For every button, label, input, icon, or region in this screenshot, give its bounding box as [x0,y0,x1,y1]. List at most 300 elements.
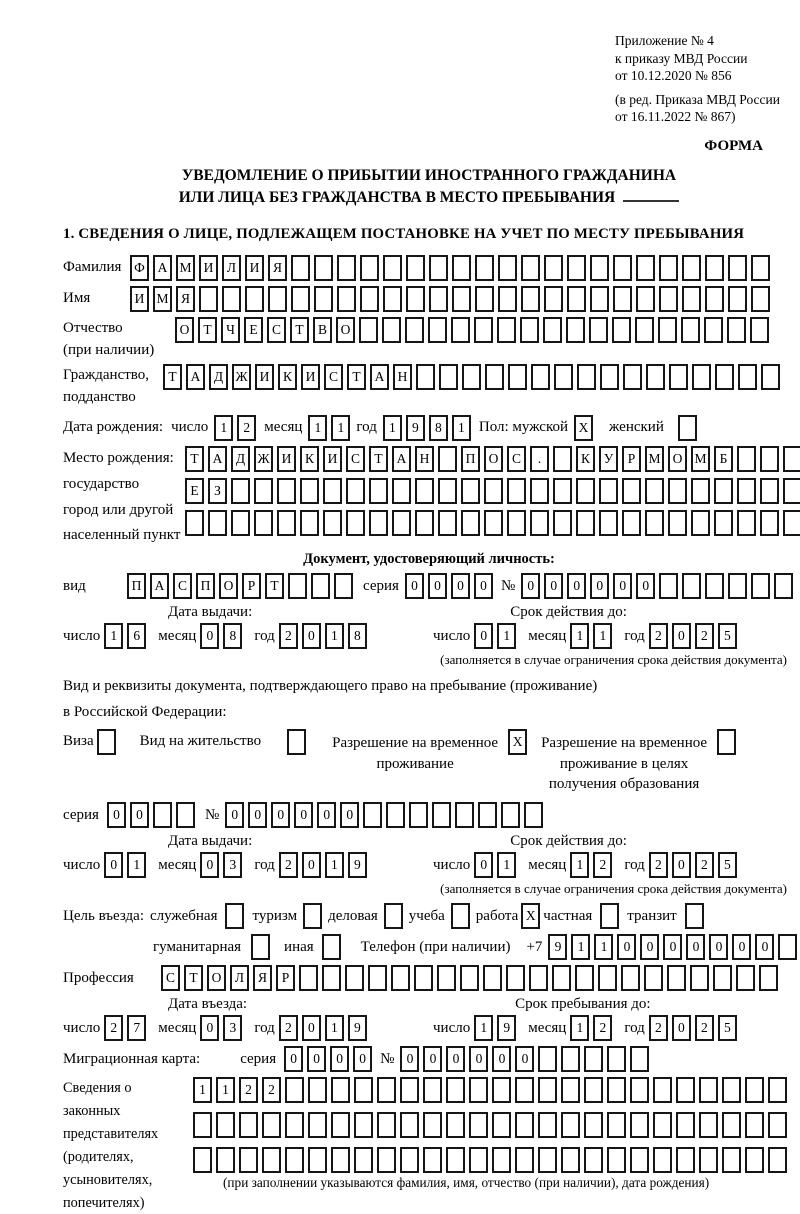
box-cell[interactable]: 0 [340,802,359,828]
box-cell[interactable] [515,1147,534,1173]
box-cell[interactable]: 0 [672,1015,691,1041]
box-cell[interactable] [699,1147,718,1173]
box-cell[interactable] [623,364,642,390]
box-cell[interactable]: Т [290,317,309,343]
box-cell[interactable] [699,1077,718,1103]
box-cell[interactable]: М [153,286,172,312]
box-cell[interactable] [682,573,701,599]
box-cell[interactable]: 6 [127,623,146,649]
box-cell[interactable] [783,446,800,472]
box-cell[interactable] [736,965,755,991]
box-cell[interactable] [391,965,410,991]
box-cell[interactable] [745,1077,764,1103]
temp-residence-checkbox[interactable] [508,729,527,755]
box-cell[interactable] [501,802,520,828]
box-cell[interactable] [383,255,402,281]
box-cell[interactable]: 0 [732,934,751,960]
box-cell[interactable] [176,802,195,828]
box-cell[interactable]: П [461,446,480,472]
box-cell[interactable]: 0 [130,802,149,828]
box-cell[interactable]: А [370,364,389,390]
box-cell[interactable] [599,478,618,504]
box-cell[interactable] [553,478,572,504]
box-cell[interactable] [199,286,218,312]
box-cell[interactable] [590,286,609,312]
box-cell[interactable]: С [267,317,286,343]
box-cell[interactable]: Н [393,364,412,390]
box-cell[interactable] [728,286,747,312]
phone-boxes[interactable] [548,934,797,960]
purpose-business-checkbox[interactable] [384,903,403,929]
box-cell[interactable]: 2 [239,1077,258,1103]
box-cell[interactable]: 5 [718,1015,737,1041]
box-cell[interactable] [714,510,733,536]
box-cell[interactable]: 0 [451,573,470,599]
stay-month-boxes[interactable] [570,1015,612,1041]
box-cell[interactable]: 3 [223,852,242,878]
box-cell[interactable]: А [150,573,169,599]
entry-day-boxes[interactable] [104,1015,146,1041]
box-cell[interactable] [384,903,403,929]
box-cell[interactable]: Т [347,364,366,390]
purpose-study-checkbox[interactable] [451,903,470,929]
box-cell[interactable] [630,1046,649,1072]
entry-month-boxes[interactable] [200,1015,242,1041]
box-cell[interactable] [704,317,723,343]
box-cell[interactable] [277,510,296,536]
box-cell[interactable] [498,286,517,312]
box-cell[interactable] [584,1147,603,1173]
box-cell[interactable] [439,364,458,390]
box-cell[interactable] [567,255,586,281]
box-cell[interactable]: У [599,446,618,472]
box-cell[interactable] [760,446,779,472]
box-cell[interactable] [576,478,595,504]
box-cell[interactable] [768,1112,787,1138]
box-cell[interactable]: Т [184,965,203,991]
purpose-work-checkbox[interactable] [521,903,540,929]
box-cell[interactable]: 5 [718,623,737,649]
box-cell[interactable]: Н [415,446,434,472]
box-cell[interactable] [722,1112,741,1138]
box-cell[interactable] [561,1112,580,1138]
box-cell[interactable] [705,573,724,599]
box-cell[interactable]: 2 [649,1015,668,1041]
box-cell[interactable]: 0 [271,802,290,828]
box-cell[interactable] [392,478,411,504]
box-cell[interactable] [300,478,319,504]
box-cell[interactable] [644,965,663,991]
box-cell[interactable] [589,317,608,343]
box-cell[interactable] [254,510,273,536]
box-cell[interactable] [653,1147,672,1173]
box-cell[interactable]: С [161,965,180,991]
box-cell[interactable] [567,286,586,312]
box-cell[interactable] [369,510,388,536]
box-cell[interactable] [311,573,330,599]
box-cell[interactable] [635,317,654,343]
box-cell[interactable] [438,478,457,504]
citizenship-boxes[interactable] [163,364,780,390]
box-cell[interactable] [314,255,333,281]
box-cell[interactable]: 1 [570,1015,589,1041]
box-cell[interactable]: 0 [423,1046,442,1072]
box-cell[interactable]: Д [231,446,250,472]
box-cell[interactable]: 0 [405,573,424,599]
box-cell[interactable] [529,965,548,991]
box-cell[interactable] [322,965,341,991]
box-cell[interactable] [345,965,364,991]
box-cell[interactable] [428,317,447,343]
representatives-row2-boxes[interactable] [193,1112,787,1138]
box-cell[interactable] [598,965,617,991]
box-cell[interactable] [386,802,405,828]
box-cell[interactable]: 1 [127,852,146,878]
profession-boxes[interactable] [161,965,778,991]
box-cell[interactable]: 0 [307,1046,326,1072]
box-cell[interactable]: 0 [515,1046,534,1072]
purpose-tourism-checkbox[interactable] [303,903,322,929]
box-cell[interactable] [308,1112,327,1138]
box-cell[interactable] [409,802,428,828]
box-cell[interactable]: И [301,364,320,390]
box-cell[interactable] [538,1077,557,1103]
box-cell[interactable]: В [313,317,332,343]
box-cell[interactable] [538,1147,557,1173]
box-cell[interactable] [584,1112,603,1138]
box-cell[interactable]: К [278,364,297,390]
box-cell[interactable]: X [574,415,593,441]
box-cell[interactable] [462,364,481,390]
box-cell[interactable] [768,1077,787,1103]
box-cell[interactable]: X [508,729,527,755]
stay-day-boxes[interactable] [474,1015,516,1041]
box-cell[interactable] [498,255,517,281]
box-cell[interactable]: 0 [474,852,493,878]
box-cell[interactable] [254,478,273,504]
box-cell[interactable]: 0 [330,1046,349,1072]
box-cell[interactable]: И [130,286,149,312]
box-cell[interactable]: 0 [284,1046,303,1072]
box-cell[interactable] [331,1147,350,1173]
box-cell[interactable] [552,965,571,991]
box-cell[interactable]: 2 [695,623,714,649]
box-cell[interactable] [508,364,527,390]
box-cell[interactable] [750,317,769,343]
box-cell[interactable] [613,255,632,281]
box-cell[interactable]: 0 [469,1046,488,1072]
box-cell[interactable] [530,510,549,536]
box-cell[interactable] [225,903,244,929]
box-cell[interactable] [699,1112,718,1138]
box-cell[interactable] [507,510,526,536]
givenname-boxes[interactable] [130,286,770,312]
box-cell[interactable] [584,1046,603,1072]
box-cell[interactable]: Ф [130,255,149,281]
box-cell[interactable]: 1 [570,623,589,649]
box-cell[interactable]: М [691,446,710,472]
box-cell[interactable] [645,510,664,536]
box-cell[interactable]: Ж [254,446,273,472]
box-cell[interactable]: 1 [104,623,123,649]
box-cell[interactable] [446,1147,465,1173]
box-cell[interactable] [377,1077,396,1103]
box-cell[interactable] [239,1147,258,1173]
box-cell[interactable]: 0 [755,934,774,960]
box-cell[interactable] [337,255,356,281]
surname-boxes[interactable] [130,255,770,281]
box-cell[interactable] [761,364,780,390]
box-cell[interactable] [392,510,411,536]
box-cell[interactable] [377,1112,396,1138]
box-cell[interactable] [469,1112,488,1138]
box-cell[interactable] [645,478,664,504]
box-cell[interactable] [715,364,734,390]
box-cell[interactable]: А [392,446,411,472]
box-cell[interactable] [300,510,319,536]
box-cell[interactable]: 1 [383,415,402,441]
representatives-row3-boxes[interactable] [193,1147,787,1173]
box-cell[interactable] [774,573,793,599]
box-cell[interactable]: Я [268,255,287,281]
box-cell[interactable]: М [645,446,664,472]
box-cell[interactable]: 1 [474,1015,493,1041]
box-cell[interactable]: Р [622,446,641,472]
box-cell[interactable]: 2 [593,1015,612,1041]
box-cell[interactable] [308,1147,327,1173]
box-cell[interactable] [667,965,686,991]
box-cell[interactable]: 1 [594,934,613,960]
box-cell[interactable] [492,1112,511,1138]
box-cell[interactable] [492,1147,511,1173]
box-cell[interactable] [728,255,747,281]
box-cell[interactable] [363,802,382,828]
box-cell[interactable]: 9 [348,1015,367,1041]
box-cell[interactable]: 2 [104,1015,123,1041]
box-cell[interactable] [521,255,540,281]
box-cell[interactable]: 8 [429,415,448,441]
box-cell[interactable] [727,317,746,343]
box-cell[interactable]: О [175,317,194,343]
visa-checkbox[interactable] [97,729,116,755]
box-cell[interactable]: 0 [567,573,586,599]
box-cell[interactable]: 2 [695,1015,714,1041]
box-cell[interactable]: 0 [672,852,691,878]
box-cell[interactable] [575,965,594,991]
box-cell[interactable]: 0 [302,852,321,878]
box-cell[interactable] [438,446,457,472]
box-cell[interactable] [478,802,497,828]
box-cell[interactable] [415,510,434,536]
box-cell[interactable] [285,1112,304,1138]
box-cell[interactable]: С [173,573,192,599]
box-cell[interactable] [682,286,701,312]
rvp-valid-day-boxes[interactable] [474,852,516,878]
box-cell[interactable]: 8 [348,623,367,649]
box-cell[interactable]: К [300,446,319,472]
box-cell[interactable] [751,573,770,599]
box-cell[interactable] [543,317,562,343]
box-cell[interactable]: Я [253,965,272,991]
box-cell[interactable]: 0 [302,623,321,649]
box-cell[interactable] [251,934,270,960]
sex-male-checkbox[interactable] [574,415,593,441]
doc-issue-year-boxes[interactable] [279,623,367,649]
box-cell[interactable] [577,364,596,390]
box-cell[interactable] [216,1112,235,1138]
box-cell[interactable]: О [219,573,238,599]
box-cell[interactable]: Т [198,317,217,343]
box-cell[interactable]: 2 [649,623,668,649]
box-cell[interactable] [354,1147,373,1173]
box-cell[interactable] [561,1046,580,1072]
patronymic-boxes[interactable] [175,317,769,343]
box-cell[interactable] [406,255,425,281]
box-cell[interactable] [668,478,687,504]
box-cell[interactable] [346,478,365,504]
box-cell[interactable]: О [336,317,355,343]
box-cell[interactable] [646,364,665,390]
box-cell[interactable]: 0 [521,573,540,599]
box-cell[interactable] [768,1147,787,1173]
box-cell[interactable] [193,1147,212,1173]
box-cell[interactable] [406,286,425,312]
box-cell[interactable] [360,286,379,312]
box-cell[interactable] [622,478,641,504]
box-cell[interactable] [515,1112,534,1138]
box-cell[interactable] [584,1077,603,1103]
box-cell[interactable] [437,965,456,991]
box-cell[interactable] [751,255,770,281]
box-cell[interactable]: 0 [474,573,493,599]
box-cell[interactable] [262,1147,281,1173]
box-cell[interactable] [737,510,756,536]
box-cell[interactable] [636,286,655,312]
box-cell[interactable] [630,1112,649,1138]
box-cell[interactable] [554,364,573,390]
box-cell[interactable] [277,478,296,504]
box-cell[interactable] [287,729,306,755]
box-cell[interactable] [484,510,503,536]
box-cell[interactable] [576,510,595,536]
box-cell[interactable]: 0 [686,934,705,960]
box-cell[interactable] [469,1077,488,1103]
box-cell[interactable] [521,286,540,312]
box-cell[interactable] [722,1147,741,1173]
box-cell[interactable] [492,1077,511,1103]
box-cell[interactable] [676,1112,695,1138]
box-cell[interactable] [337,286,356,312]
box-cell[interactable]: Ж [232,364,251,390]
doc-issue-day-boxes[interactable] [104,623,146,649]
box-cell[interactable] [630,1077,649,1103]
rvp-valid-year-boxes[interactable] [649,852,737,878]
box-cell[interactable]: 0 [474,623,493,649]
box-cell[interactable] [469,1147,488,1173]
box-cell[interactable] [245,286,264,312]
box-cell[interactable] [291,255,310,281]
box-cell[interactable]: 0 [225,802,244,828]
box-cell[interactable] [446,1112,465,1138]
box-cell[interactable]: К [576,446,595,472]
box-cell[interactable]: Б [714,446,733,472]
box-cell[interactable]: И [323,446,342,472]
box-cell[interactable]: 1 [497,852,516,878]
box-cell[interactable] [423,1112,442,1138]
box-cell[interactable]: 5 [718,852,737,878]
box-cell[interactable] [691,510,710,536]
mc-series-boxes[interactable] [284,1046,372,1072]
box-cell[interactable]: 0 [317,802,336,828]
box-cell[interactable] [728,573,747,599]
box-cell[interactable] [607,1077,626,1103]
box-cell[interactable] [208,510,227,536]
box-cell[interactable] [622,510,641,536]
box-cell[interactable]: А [186,364,205,390]
birthplace-row2-boxes[interactable] [185,478,800,504]
box-cell[interactable] [561,1147,580,1173]
box-cell[interactable] [590,255,609,281]
box-cell[interactable]: 0 [672,623,691,649]
box-cell[interactable]: 9 [497,1015,516,1041]
box-cell[interactable]: 0 [544,573,563,599]
box-cell[interactable]: Р [242,573,261,599]
box-cell[interactable]: Т [185,446,204,472]
box-cell[interactable] [751,286,770,312]
box-cell[interactable] [97,729,116,755]
box-cell[interactable] [685,903,704,929]
box-cell[interactable]: Я [176,286,195,312]
purpose-humanitarian-checkbox[interactable] [251,934,270,960]
box-cell[interactable]: 3 [223,1015,242,1041]
box-cell[interactable]: 0 [248,802,267,828]
box-cell[interactable]: 0 [107,802,126,828]
box-cell[interactable] [600,903,619,929]
box-cell[interactable] [722,1077,741,1103]
temp-residence-edu-checkbox[interactable] [717,729,736,755]
birthplace-row3-boxes[interactable] [185,510,800,536]
box-cell[interactable] [600,364,619,390]
doc-kind-boxes[interactable] [127,573,353,599]
doc-series-boxes[interactable] [405,573,493,599]
box-cell[interactable]: 2 [279,1015,298,1041]
box-cell[interactable] [682,255,701,281]
box-cell[interactable] [323,510,342,536]
box-cell[interactable] [400,1112,419,1138]
box-cell[interactable] [383,286,402,312]
box-cell[interactable] [659,286,678,312]
box-cell[interactable]: 1 [193,1077,212,1103]
box-cell[interactable] [678,415,697,441]
box-cell[interactable] [778,934,797,960]
box-cell[interactable] [692,364,711,390]
box-cell[interactable]: Т [265,573,284,599]
box-cell[interactable] [658,317,677,343]
box-cell[interactable] [636,255,655,281]
box-cell[interactable]: . [530,446,549,472]
box-cell[interactable] [354,1077,373,1103]
box-cell[interactable]: С [324,364,343,390]
box-cell[interactable] [485,364,504,390]
box-cell[interactable]: Л [230,965,249,991]
box-cell[interactable] [400,1147,419,1173]
box-cell[interactable]: О [668,446,687,472]
rvp-issue-year-boxes[interactable] [279,852,367,878]
box-cell[interactable]: 9 [548,934,567,960]
box-cell[interactable] [759,965,778,991]
box-cell[interactable]: 0 [613,573,632,599]
box-cell[interactable] [737,478,756,504]
